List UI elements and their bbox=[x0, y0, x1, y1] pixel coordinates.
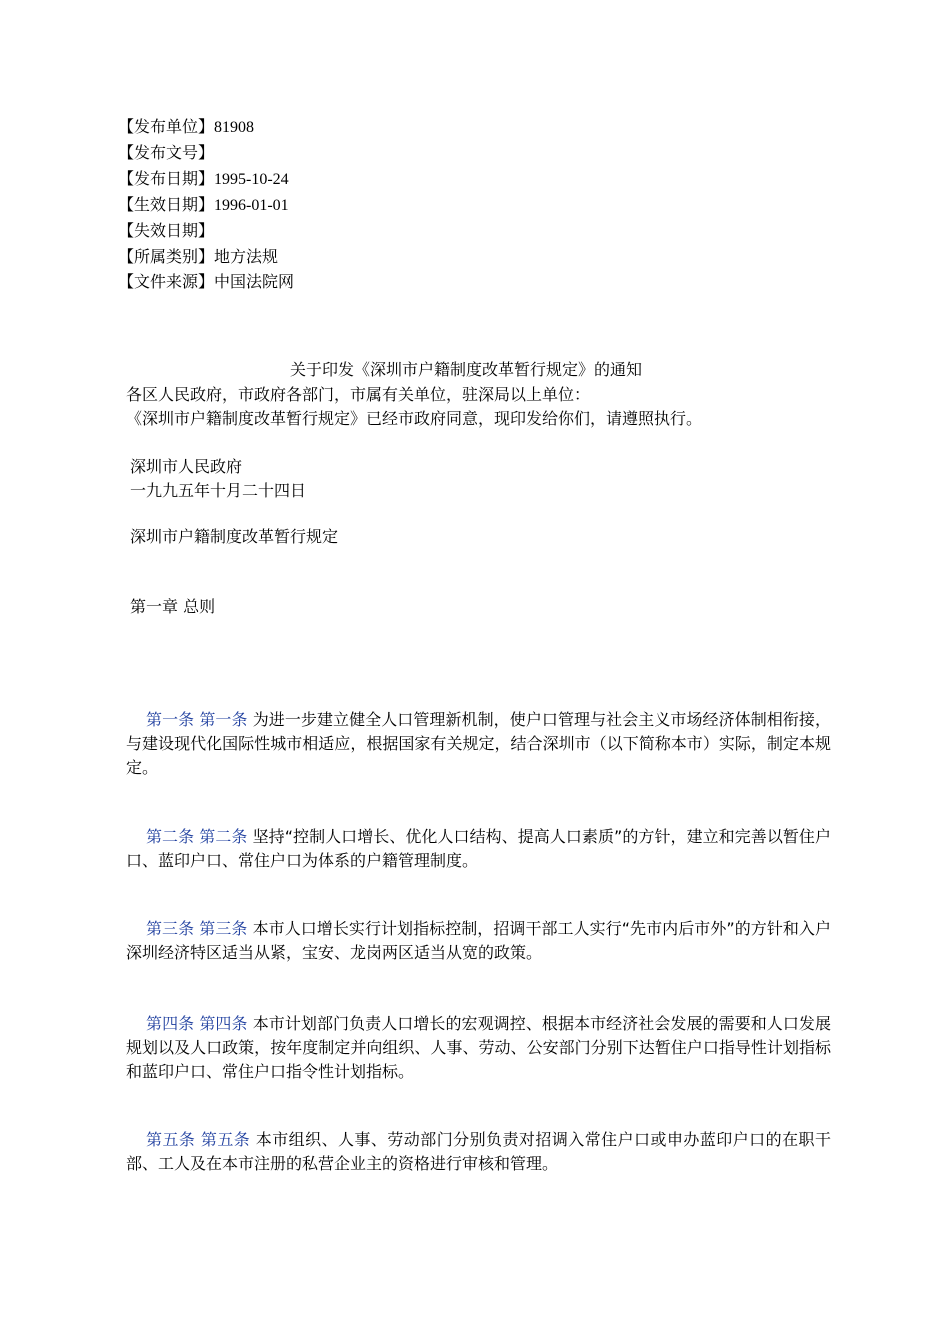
article-number: 第四条 bbox=[146, 1014, 195, 1033]
notice-date: 一九九五年十月二十四日 bbox=[130, 481, 307, 500]
effective-date-row bbox=[118, 192, 294, 218]
article-text: 本市计划部门负责人口增长的宏观调控、根据本市经济社会发展的需要和人口发展规划以及人口政策，按年度制定并向组织、人事、劳动、公安部门分别下达暂住户口指导性计划指标和蓝印户口、常住户口指令性计划指标。 bbox=[126, 1014, 831, 1081]
source-value: 中国法院网 bbox=[214, 272, 295, 291]
article-2 bbox=[126, 825, 831, 873]
article-number: 第五条 bbox=[146, 1130, 196, 1149]
publisher-value: 81908 bbox=[214, 119, 255, 136]
effective-date-value: 1996-01-01 bbox=[214, 197, 289, 214]
article-number: 第三条 bbox=[146, 919, 195, 938]
notice-title: 关于印发《深圳市户籍制度改革暂行规定》的通知 bbox=[290, 360, 643, 379]
category-label: 【所属类别】 bbox=[118, 247, 215, 266]
category-value: 地方法规 bbox=[214, 247, 279, 266]
category-row bbox=[118, 244, 294, 269]
article-number-repeat: 第五条 bbox=[200, 1130, 251, 1149]
publish-date-row bbox=[118, 166, 294, 192]
article-number-repeat: 第三条 bbox=[199, 919, 248, 938]
publish-date-label: 【发布日期】 bbox=[118, 169, 215, 188]
doc-number-row bbox=[118, 140, 294, 166]
article-4 bbox=[126, 1012, 831, 1084]
source-label: 【文件来源】 bbox=[118, 272, 215, 291]
notice-issuer: 深圳市人民政府 bbox=[130, 457, 243, 476]
effective-date-label: 【生效日期】 bbox=[118, 195, 215, 214]
article-number-repeat: 第二条 bbox=[199, 827, 248, 846]
article-1 bbox=[126, 708, 831, 780]
article-number-repeat: 第一条 bbox=[199, 710, 248, 729]
expiry-date-label: 【失效日期】 bbox=[118, 221, 215, 240]
publish-date-value: 1995-10-24 bbox=[214, 171, 289, 188]
article-number: 第一条 bbox=[146, 710, 195, 729]
article-text: 本市组织、人事、劳动部门分别负责对招调入常住户口或申办蓝印户口的在职干部、工人及在本市注册的私营企业主的资格进行审核和管理。 bbox=[126, 1130, 831, 1173]
article-3 bbox=[126, 917, 831, 965]
article-5 bbox=[126, 1128, 831, 1176]
expiry-date-row bbox=[118, 218, 294, 244]
article-text: 坚持“控制人口增长、优化人口结构、提高人口素质”的方针，建立和完善以暂住户口、蓝印户口、常住户口为体系的户籍管理制度。 bbox=[126, 827, 831, 870]
chapter-title: 第一章 总则 bbox=[130, 597, 216, 616]
notice-body: 《深圳市户籍制度改革暂行规定》已经市政府同意，现印发给你们，请遵照执行。 bbox=[126, 409, 703, 428]
publisher-row bbox=[118, 114, 294, 140]
doc-number-label: 【发布文号】 bbox=[118, 143, 215, 162]
article-text: 本市人口增长实行计划指标控制，招调干部工人实行“先市内后市外”的方针和入户深圳经济特区适当从紧，宝安、龙岗两区适当从宽的政策。 bbox=[126, 919, 831, 962]
regulation-title: 深圳市户籍制度改革暂行规定 bbox=[130, 527, 339, 546]
article-number: 第二条 bbox=[146, 827, 195, 846]
notice-recipients: 各区人民政府，市政府各部门，市属有关单位，驻深局以上单位： bbox=[126, 385, 591, 404]
source-row bbox=[118, 269, 294, 294]
article-number-repeat: 第四条 bbox=[199, 1014, 248, 1033]
document-metadata bbox=[118, 114, 294, 294]
publisher-label: 【发布单位】 bbox=[118, 117, 215, 136]
article-text: 为进一步建立健全人口管理新机制，使户口管理与社会主义市场经济体制相衔接，与建设现代化国际性城市相适应，根据国家有关规定，结合深圳市（以下简称本市）实际，制定本规定。 bbox=[126, 710, 831, 777]
